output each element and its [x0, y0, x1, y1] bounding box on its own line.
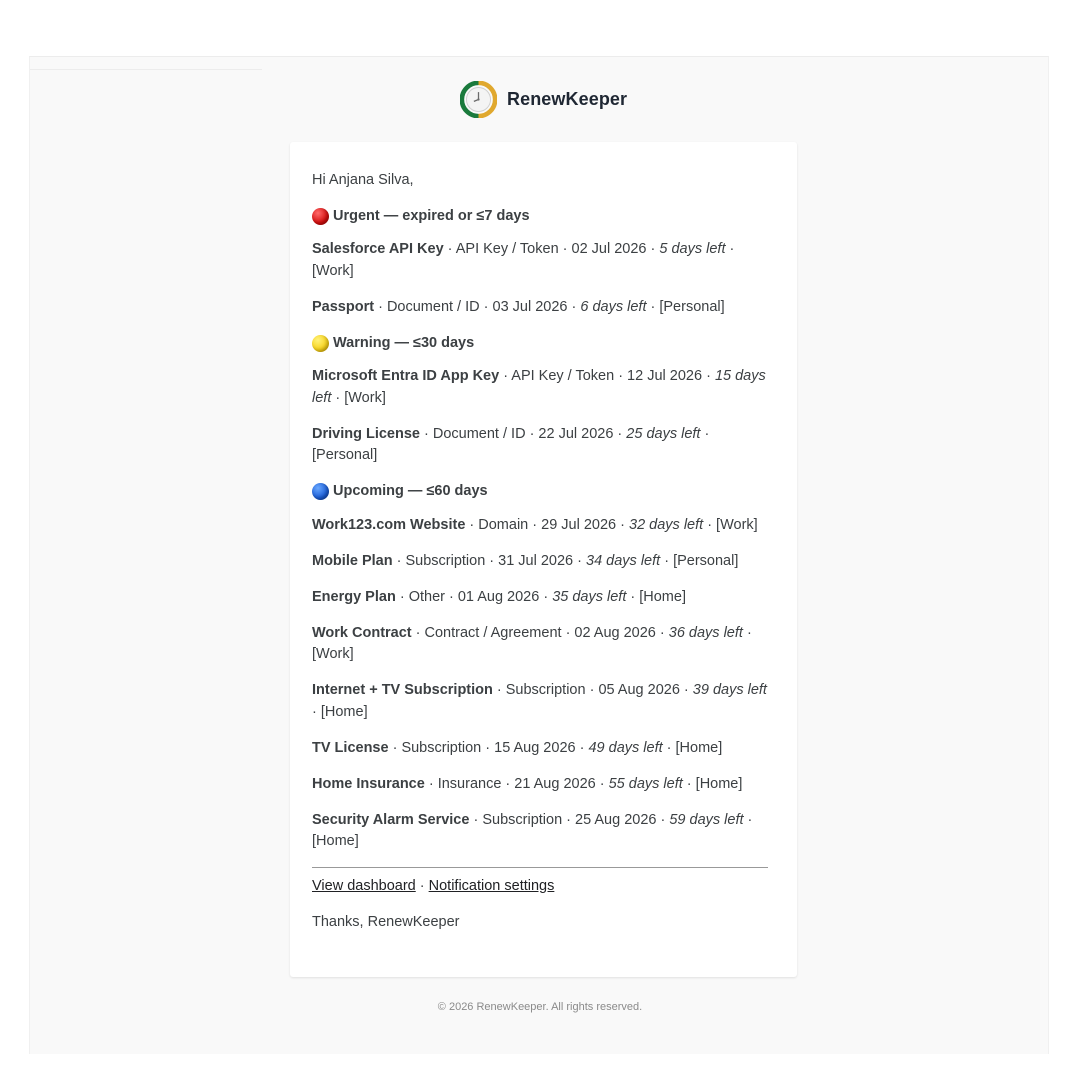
item-name: Work123.com Website — [312, 516, 466, 533]
item-days-left: 55 days left — [608, 775, 683, 792]
section-title — [312, 481, 775, 503]
section-warning — [312, 333, 775, 467]
item-days-left: 6 days left — [580, 298, 647, 315]
item-name: Passport — [312, 298, 375, 315]
list-item — [312, 515, 775, 537]
item-name: Work Contract — [312, 624, 412, 641]
item-details: · Document / ID · 03 Jul 2026 · — [374, 298, 581, 315]
item-days-left: 34 days left — [586, 552, 661, 569]
yellow-circle-icon — [312, 335, 329, 352]
email-header — [460, 79, 627, 119]
item-days-left: 36 days left — [668, 624, 743, 641]
list-item — [312, 551, 775, 573]
item-details: · Subscription · 05 Aug 2026 · — [492, 682, 693, 698]
item-name: Salesforce API Key — [312, 241, 444, 257]
list-item — [312, 810, 775, 853]
item-tag: · [Work] — [312, 624, 752, 662]
link-separator: · — [415, 878, 429, 894]
item-details: · API Key / Token · 02 Jul 2026 · — [443, 241, 660, 257]
item-tag: · [Work] — [312, 241, 735, 279]
item-name: Energy Plan — [312, 588, 396, 605]
item-days-left: 5 days left — [659, 241, 726, 257]
item-tag: · [Personal] — [646, 298, 725, 315]
item-details: · Document / ID · 22 Jul 2026 · — [419, 425, 627, 442]
item-name: TV License — [312, 739, 389, 756]
item-tag: · [Personal] — [312, 425, 710, 463]
item-days-left: 49 days left — [588, 739, 663, 756]
list-item — [312, 297, 775, 319]
email-container — [29, 56, 1049, 1054]
section-title — [312, 333, 775, 355]
item-name: Security Alarm Service — [312, 811, 470, 828]
brand-name: RenewKeeper — [507, 88, 628, 109]
list-item — [312, 587, 775, 609]
item-details: · Insurance · 21 Aug 2026 · — [424, 775, 609, 792]
section-upcoming — [312, 481, 775, 853]
top-divider — [30, 69, 262, 70]
item-tag: · [Home] — [312, 811, 753, 849]
item-days-left: 32 days left — [629, 516, 704, 533]
red-circle-icon — [312, 208, 329, 225]
content-divider — [312, 867, 768, 868]
item-details: · Subscription · 15 Aug 2026 · — [388, 739, 589, 756]
list-item — [312, 680, 775, 723]
list-item — [312, 424, 775, 467]
view-dashboard-link[interactable]: View dashboard — [312, 878, 416, 894]
item-name: Home Insurance — [312, 775, 425, 792]
sign-off: Thanks, RenewKeeper — [312, 913, 460, 930]
item-tag: · [Home] — [626, 588, 686, 605]
item-tag: · [Home] — [662, 739, 723, 756]
item-details: · Domain · 29 Jul 2026 · — [465, 516, 629, 533]
list-item — [312, 738, 775, 760]
item-name: Internet + TV Subscription — [312, 682, 493, 698]
blue-circle-icon — [312, 483, 329, 500]
section-title-text: Warning — ≤30 days — [333, 334, 475, 351]
section-urgent — [312, 206, 775, 319]
copyright-footer: © 2026 RenewKeeper. All rights reserved. — [437, 1001, 643, 1013]
footer-links — [312, 876, 775, 898]
item-name: Driving License — [312, 425, 420, 442]
clock-logo-icon — [460, 81, 497, 118]
item-days-left: 59 days left — [669, 811, 744, 828]
list-item — [312, 239, 775, 282]
item-days-left: 25 days left — [626, 425, 701, 442]
item-tag: · [Work] — [331, 389, 386, 406]
list-item — [312, 774, 775, 796]
item-tag: · [Home] — [312, 703, 368, 720]
item-name: Mobile Plan — [312, 552, 393, 569]
item-details: · Subscription · 25 Aug 2026 · — [469, 811, 670, 828]
section-title-text: Urgent — expired or ≤7 days — [333, 207, 530, 224]
item-tag: · [Personal] — [660, 552, 739, 569]
item-days-left: 35 days left — [552, 588, 627, 605]
notification-settings-link[interactable]: Notification settings — [428, 878, 555, 894]
item-tag: · [Work] — [703, 516, 758, 533]
section-title-text: Upcoming — ≤60 days — [333, 483, 488, 499]
section-title — [312, 206, 775, 228]
list-item — [312, 623, 775, 666]
list-item — [312, 366, 775, 409]
greeting: Hi Anjana Silva, — [312, 172, 414, 188]
item-details: · Contract / Agreement · 02 Aug 2026 · — [411, 624, 669, 641]
item-tag: · [Home] — [682, 775, 743, 792]
item-details: · API Key / Token · 12 Jul 2026 · — [499, 368, 715, 384]
item-days-left: 39 days left — [692, 682, 767, 698]
item-details: · Other · 01 Aug 2026 · — [395, 588, 553, 605]
item-days-left: 15 days left — [312, 368, 766, 406]
item-name: Microsoft Entra ID App Key — [312, 368, 500, 384]
item-details: · Subscription · 31 Jul 2026 · — [392, 552, 587, 569]
reminder-sections — [312, 206, 775, 853]
email-card — [290, 142, 797, 977]
